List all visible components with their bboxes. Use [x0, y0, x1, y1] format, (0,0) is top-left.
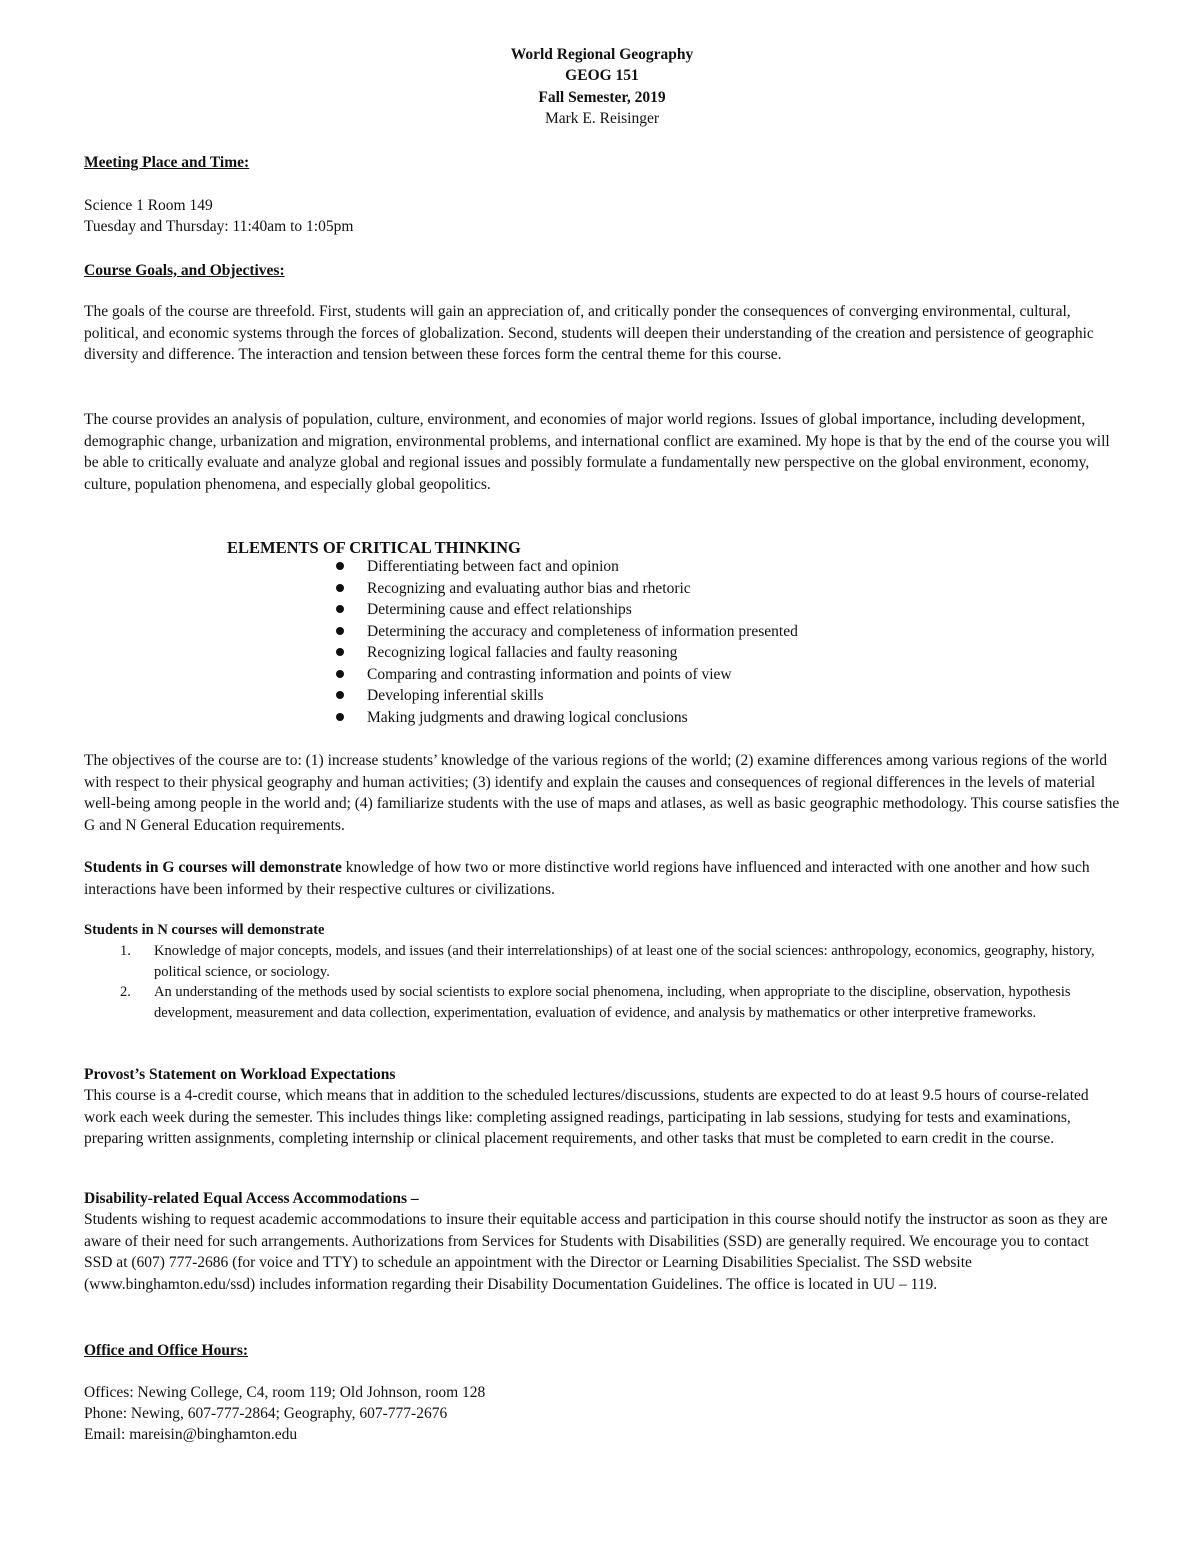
office-heading: Office and Office Hours: [84, 1342, 249, 1359]
course-code: GEOG 151 [565, 67, 639, 84]
goals-paragraph-1: The goals of the course are threefold. First, students will gain an appreciation of, and critically ponder the consequences of converging environmental, cultural, political, and economic systems through the forces of globalization. Second, students will deepen their understanding of the creation and persistence of geographic diversity and difference. The interaction and tension between these forces form the central theme for this course. [84, 303, 1094, 363]
n-courses-heading: Students in N courses will demonstrate [84, 922, 325, 938]
bullet-icon [336, 562, 344, 570]
provost-heading: Provost’s Statement on Workload Expectations [84, 1066, 396, 1083]
bullet-icon [336, 713, 344, 721]
office-email: Email: mareisin@binghamton.edu [84, 1426, 298, 1443]
bullet-icon [336, 584, 344, 592]
bullet-icon [336, 691, 344, 699]
meeting-time: Tuesday and Thursday: 11:40am to 1:05pm [84, 218, 354, 235]
objectives-paragraph: The objectives of the course are to: (1) increase students’ knowledge of the various regions of the world; (2) examine differences among various regions of the world with respect to their physical geography and human activities; (3) identify and explain the causes and consequences of regional differences in the levels of material well-being among people in the world and; (4) familiarize students with the use of maps and atlases, as well as basic geographic methodology. This course satisfies the G and N General Education requirements. [84, 752, 1120, 834]
disability-heading: Disability-related Equal Access Accommodations – [84, 1190, 419, 1207]
instructor-name: Mark E. Reisinger [544, 110, 660, 127]
g-courses-paragraph [84, 857, 1120, 900]
goals-heading: Course Goals, and Objectives: [84, 262, 285, 279]
bullet-icon [336, 605, 344, 613]
bullet-icon [336, 670, 344, 678]
course-title: World Regional Geography [510, 46, 694, 63]
disability-text: Students wishing to request academic accommodations to insure their equitable access and participation in this course should notify the instructor as soon as they are aware of their need for such arrangements. Authorizations from Services for Students with Disabilities (SSD) are generally required. We encourage you to contact SSD at (607) 777-2686 (for voice and TTY) to schedule an appointment with the Director or Learning Disabilities Specialist. The SSD website (www.binghamton.edu/ssd) includes information regarding their Disability Documentation Guidelines. The office is located in UU – 119. [84, 1211, 1108, 1293]
bullet-icon [336, 627, 344, 635]
office-locations: Offices: Newing College, C4, room 119; Old Johnson, room 128 [84, 1384, 486, 1401]
semester: Fall Semester, 2019 [538, 89, 666, 106]
goals-paragraph-2: The course provides an analysis of population, culture, environment, and economies of major world regions. Issues of global importance, including development, demographic change, urbanization and migration, environmental problems, and international conflict are examined. My hope is that by the end of the course you will be able to critically evaluate and analyze global and regional issues and possibly formulate a fundamentally new perspective on the global environment, economy, culture, population phenomena, and especially global geopolitics. [84, 411, 1110, 493]
g-courses-lead: Students in G courses will demonstrate [84, 859, 342, 876]
list-item: 1. Knowledge of major concepts, models, and issues (and their interrelationships) of at least one of the social sciences: anthropology, economics, geography, history, political science, or sociology. [120, 943, 1095, 980]
g-courses-text: knowledge of how two or more distinctive world regions have influenced and interacted with one another and how such interactions have been informed by their respective cultures or civilizations. [84, 859, 1090, 898]
list-item: 2. An understanding of the methods used by social scientists to explore social phenomena, including, when appropriate to the discipline, observation, hypothesis development, measurement and data collection, experimentation, evaluation of evidence, and analysis by mathematics or other interpretive frameworks. [120, 984, 1071, 1021]
critical-thinking-heading: ELEMENTS OF CRITICAL THINKING [227, 538, 521, 557]
bullet-icon [336, 648, 344, 656]
meeting-heading: Meeting Place and Time: [84, 154, 250, 171]
office-phone: Phone: Newing, 607-777-2864; Geography, 607-777-2676 [84, 1405, 448, 1422]
n-courses-list [84, 941, 1120, 1023]
provost-text: This course is a 4-credit course, which means that in addition to the scheduled lectures/discussions, students are expected to do at least 9.5 hours of course-related work each week during the semester. This includes things like: completing assigned readings, participating in lab sessions, studying for tests and examinations, preparing written assignments, completing internship or clinical placement requirements, and other tasks that must be completed to earn credit in the course. [84, 1087, 1089, 1147]
meeting-room: Science 1 Room 149 [84, 197, 213, 214]
